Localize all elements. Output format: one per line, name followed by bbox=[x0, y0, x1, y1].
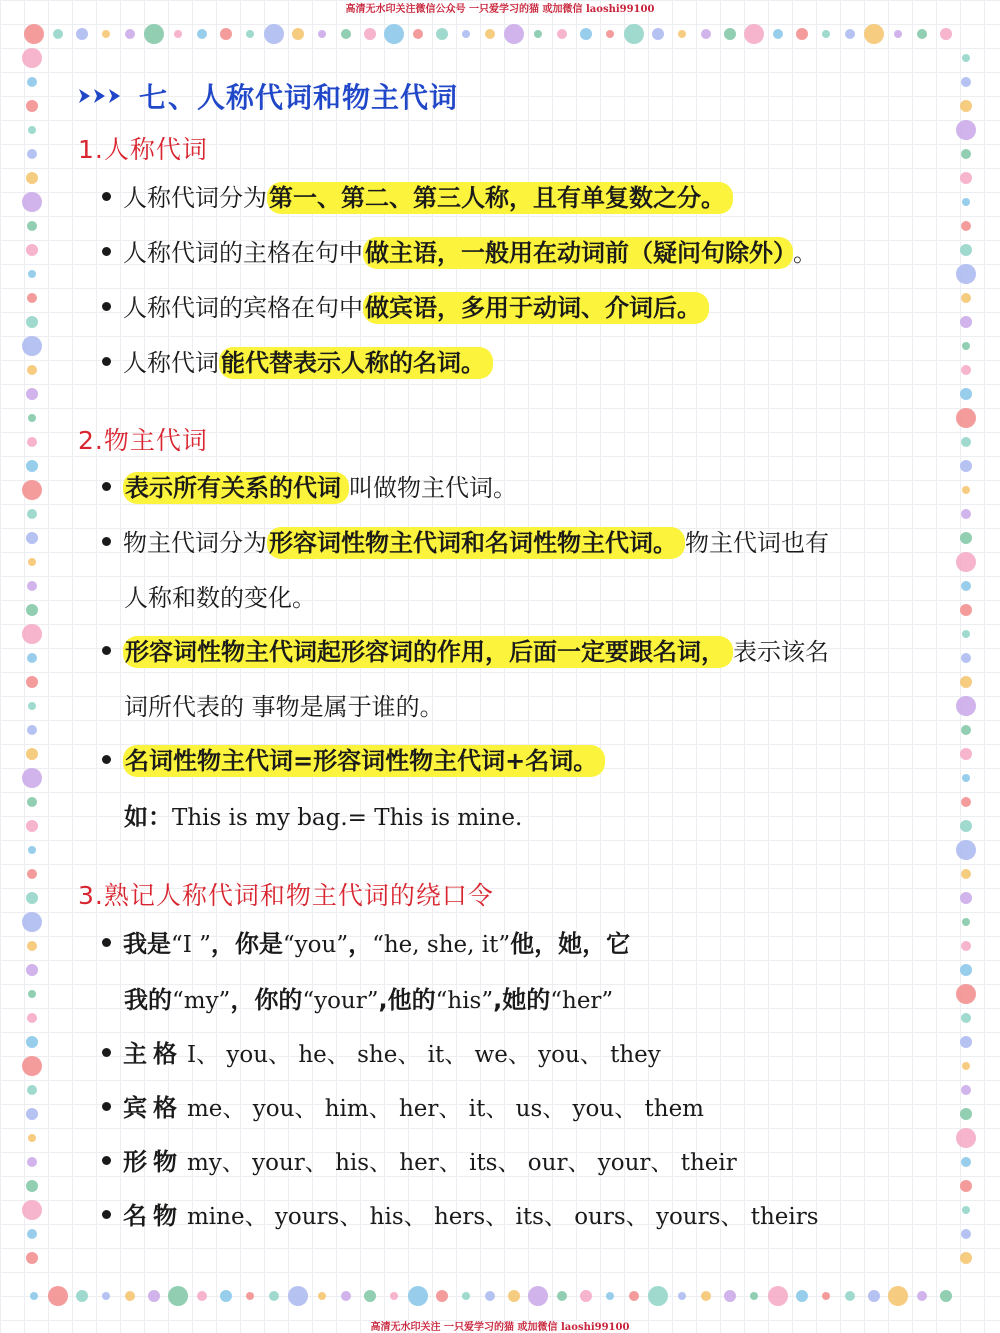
pronoun-row-subject bbox=[102, 1039, 661, 1070]
section-2-heading: 2.物主代词 bbox=[78, 426, 208, 455]
bullet-dot bbox=[102, 1156, 111, 1165]
list-item: 物主代词分为形容词性物主代词和名词性物主代词。 物主代词也有 bbox=[102, 528, 829, 558]
highlight: 名词性物主代词=形容词性物主代词+名词。 bbox=[123, 745, 605, 777]
bullet-dot bbox=[102, 646, 111, 655]
highlight: 做主语，一般用在动词前（疑问句除外） bbox=[363, 237, 793, 269]
highlight: 表示所有关系的代词 bbox=[123, 472, 349, 504]
page-title: 七、人称代词和物主代词 bbox=[139, 81, 459, 114]
example-label: 如： bbox=[124, 803, 172, 831]
highlight: 形容词性物主代词和名词性物主代词。 bbox=[267, 527, 685, 559]
list-item: 人称代词分为第一、第二、第三人称，且有单复数之分。 bbox=[102, 183, 733, 213]
bullet-dot bbox=[102, 1048, 111, 1057]
list-item: 形容词性物主代词起形容词的作用，后面一定要跟名词， 表示该名 bbox=[102, 637, 829, 667]
bullet-dot bbox=[102, 302, 111, 311]
rhyme-line-2: 我的“my”，你的“your”,他的“his”,她的“her” bbox=[124, 986, 614, 1014]
section-1-heading: 1.人称代词 bbox=[78, 135, 208, 164]
row-words: I、 you、 he、 she、 it、 we、 you、 they bbox=[187, 1042, 661, 1068]
list-item: 人称代词的主格在句中做主语，一般用在动词前（疑问句除外） 。 bbox=[102, 238, 817, 268]
row-label: 名物 bbox=[123, 1202, 183, 1230]
bullet-dot bbox=[102, 247, 111, 256]
row-words: my、 your、 his、 her、 its、 our、 your、 their bbox=[187, 1150, 737, 1176]
example-line bbox=[124, 802, 522, 833]
list-item-continuation: 人称和数的变化。 bbox=[124, 584, 316, 612]
row-words: me、 you、 him、 her、 it、 us、 you、 them bbox=[187, 1096, 704, 1122]
row-label: 形物 bbox=[123, 1148, 183, 1176]
section-3-heading: 3.熟记人称代词和物主代词的绕口令 bbox=[78, 881, 494, 910]
list-item bbox=[102, 746, 605, 776]
highlight: 形容词性物主代词起形容词的作用，后面一定要跟名词， bbox=[123, 636, 733, 668]
bullet-dot bbox=[102, 1102, 111, 1111]
top-watermark: 高清无水印关注微信公众号 一只爱学习的猫 或加微信 laoshi99100 bbox=[345, 4, 655, 15]
bullet-dot bbox=[102, 1210, 111, 1219]
highlight: 能代替表示人称的名词。 bbox=[219, 347, 493, 379]
example-sentence: This is my bag.= This is mine. bbox=[172, 805, 523, 831]
highlight: 做宾语，多用于动词、介词后。 bbox=[363, 292, 709, 324]
rhyme-line-1: 我是“I ”，你是“you”，“he, she, it”他，她，它 bbox=[102, 929, 630, 960]
list-item: 人称代词能代替表示人称的名词。 bbox=[102, 348, 493, 378]
list-item: 人称代词的宾格在句中做宾语，多用于动词、介词后。 bbox=[102, 293, 709, 323]
bottom-watermark: 高清无水印关注 一只爱学习的猫 或加微信 laoshi99100 bbox=[370, 1322, 630, 1333]
bullet-dot bbox=[102, 537, 111, 546]
bullet-dot bbox=[102, 755, 111, 764]
triple-arrow-icon bbox=[78, 88, 121, 104]
row-label: 宾格 bbox=[123, 1094, 183, 1122]
list-item-continuation: 词所代表的 事物是属于谁的。 bbox=[124, 693, 444, 721]
row-words: mine、 yours、 his、 hers、 its、 ours、 yours、 theirs bbox=[187, 1204, 819, 1230]
bullet-dot bbox=[102, 192, 111, 201]
bullet-dot bbox=[102, 938, 111, 947]
highlight: 第一、第二、第三人称，且有单复数之分。 bbox=[267, 182, 733, 214]
pronoun-row-noun-possessive bbox=[102, 1201, 819, 1232]
row-label: 主格 bbox=[123, 1040, 183, 1068]
page-title-row bbox=[78, 76, 458, 116]
bullet-dot bbox=[102, 357, 111, 366]
bullet-dot bbox=[102, 482, 111, 491]
pronoun-row-object bbox=[102, 1093, 704, 1124]
list-item: 表示所有关系的代词 叫做物主代词。 bbox=[102, 473, 517, 503]
pronoun-row-adjective-possessive bbox=[102, 1147, 737, 1178]
